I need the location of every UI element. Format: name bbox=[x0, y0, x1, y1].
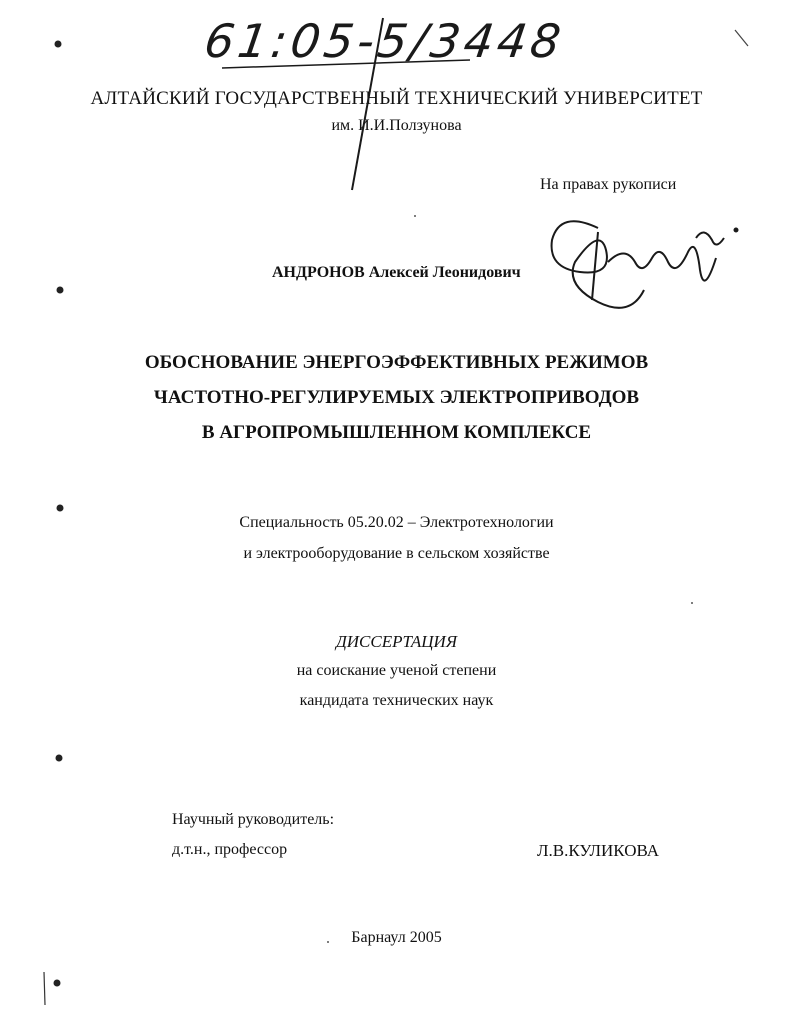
archive-code-handwritten: 61:05-5/3448 bbox=[201, 14, 568, 68]
university-name: АЛТАЙСКИЙ ГОСУДАРСТВЕННЫЙ ТЕХНИЧЕСКИЙ УНИВЕРСИТЕТ bbox=[90, 88, 703, 109]
thesis-title-line-3: В АГРОПРОМЫШЛЕННОМ КОМПЛЕКСЕ bbox=[201, 422, 592, 443]
thesis-title-line-2: ЧАСТОТНО-РЕГУЛИРУЕМЫХ ЭЛЕКТРОПРИВОДОВ bbox=[153, 387, 640, 408]
supervisor-title: д.т.н., профессор bbox=[172, 841, 288, 858]
code-slash-stroke bbox=[352, 18, 383, 190]
binding-hole-mark bbox=[55, 41, 62, 48]
dissertation-degree-line-2: кандидата технических наук bbox=[299, 692, 494, 709]
edge-pen-mark bbox=[44, 972, 45, 1005]
author-signature bbox=[552, 221, 738, 308]
rights-note: На правах рукописи bbox=[540, 176, 677, 193]
code-underline-stroke bbox=[222, 60, 470, 68]
binding-hole-mark bbox=[56, 755, 63, 762]
binding-hole-mark bbox=[54, 980, 61, 987]
dissertation-heading: ДИССЕРТАЦИЯ bbox=[335, 632, 458, 651]
author-given-names: Алексей Леонидович bbox=[368, 264, 521, 281]
corner-pen-mark bbox=[735, 30, 748, 46]
supervisor-label: Научный руководитель: bbox=[172, 811, 335, 828]
binding-hole-mark bbox=[57, 505, 64, 512]
author-surname: АНДРОНОВ bbox=[272, 264, 365, 281]
supervisor-name: Л.В.КУЛИКОВА bbox=[537, 841, 660, 860]
university-named-after: им. И.И.Ползунова bbox=[331, 117, 462, 134]
specialty-line-1: Специальность 05.20.02 – Электротехнологии bbox=[239, 514, 554, 531]
binding-hole-mark bbox=[57, 287, 64, 294]
place-and-year: Барнаул 2005 bbox=[351, 929, 442, 946]
thesis-title-line-1: ОБОСНОВАНИЕ ЭНЕРГОЭФФЕКТИВНЫХ РЕЖИМОВ bbox=[144, 352, 649, 373]
specialty-line-2: и электрооборудование в сельском хозяйстве bbox=[243, 545, 550, 562]
dissertation-degree-line-1: на соискание ученой степени bbox=[296, 662, 497, 679]
